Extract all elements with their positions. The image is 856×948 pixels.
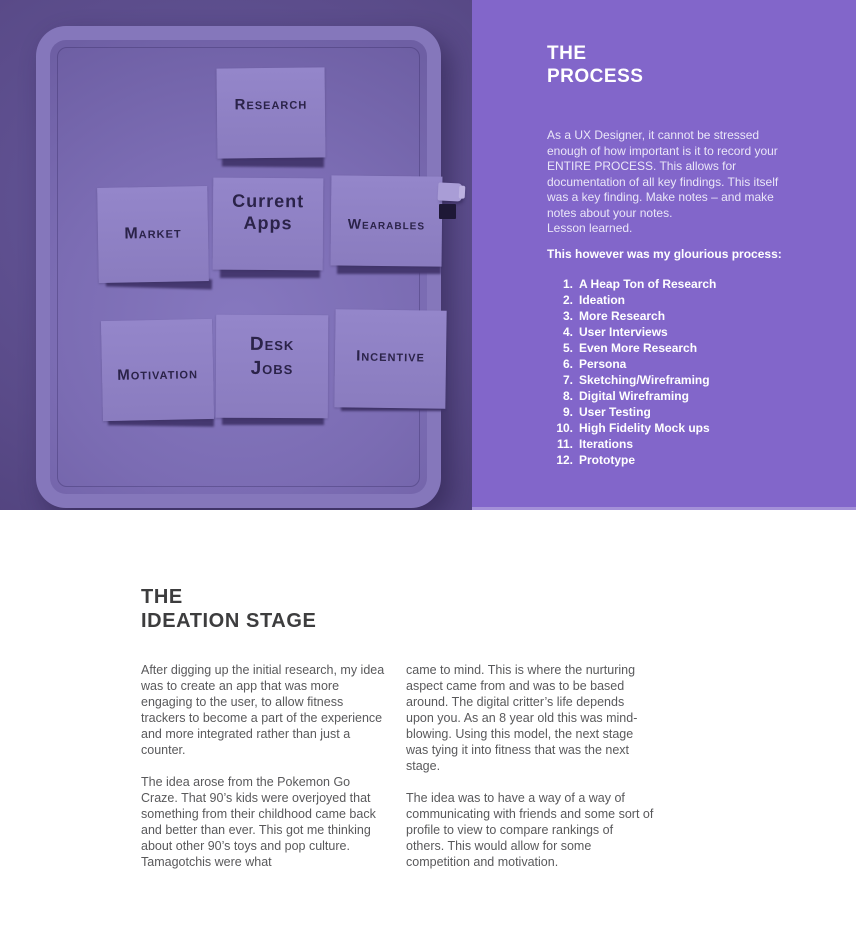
ideation-content: [141, 585, 701, 870]
step-label: More Research: [579, 309, 666, 323]
step-number: 11.: [556, 437, 573, 451]
whiteboard-marker: [439, 204, 456, 219]
ideation-title-line2: IDEATION STAGE: [141, 610, 317, 632]
ideation-section: [0, 510, 856, 948]
whiteboard: [36, 26, 441, 508]
step-label: User Interviews: [579, 325, 668, 339]
step-label: Ideation: [579, 293, 626, 307]
process-title-line2: PROCESS: [547, 66, 644, 87]
ideation-right-column: [406, 662, 654, 870]
process-step: [547, 308, 827, 324]
sticky-note-research: [217, 67, 326, 158]
whiteboard-photo: [0, 0, 472, 510]
ideation-left-column: [141, 662, 389, 870]
process-step: [547, 388, 827, 404]
sticky-note-market: [97, 186, 209, 283]
sticky-note-incentive: [334, 309, 446, 409]
sticky-note-label: Apps: [243, 212, 293, 234]
step-label: Sketching/Wireframing: [579, 373, 710, 387]
step-number: 6.: [562, 357, 573, 371]
ideation-left-paragraph-1: After digging up the initial research, my idea was to create an app that was more engaging to the user, to allow fitness trackers to become a part of the experience and more integrated rather than just a counter.: [141, 663, 385, 757]
step-label: Even More Research: [579, 341, 698, 355]
process-title-line1: THE: [547, 43, 587, 64]
step-label: High Fidelity Mock ups: [579, 421, 710, 435]
step-number: 8.: [562, 389, 573, 403]
ideation-title: [141, 585, 701, 633]
sticky-note-label: Desk: [249, 333, 295, 356]
step-number: 5.: [562, 341, 573, 355]
step-number: 2.: [562, 293, 573, 307]
process-list-intro: This however was my glourious process:: [547, 246, 782, 261]
sticky-note-label: Jobs: [250, 357, 294, 380]
sticky-note-label: Motivation: [117, 365, 199, 384]
sticky-note-desk-jobs: [216, 315, 329, 419]
process-step: [547, 292, 827, 308]
sticky-note-label: Incentive: [356, 347, 426, 366]
process-lesson-line: Lesson learned.: [547, 221, 633, 235]
process-step: [547, 276, 827, 292]
step-number: 7.: [562, 373, 573, 387]
step-number: 1.: [562, 277, 573, 291]
process-step: [547, 340, 827, 356]
step-label: Digital Wireframing: [579, 389, 689, 403]
sticky-note-motivation: [101, 319, 214, 421]
step-label: A Heap Ton of Research: [579, 277, 717, 291]
process-step: [547, 436, 827, 452]
sticky-note-wearables: [331, 175, 443, 266]
step-number: 9.: [562, 405, 573, 419]
sticky-note-label: Wearables: [347, 215, 426, 233]
step-number: 4.: [562, 325, 573, 339]
sticky-note-current-apps: [213, 178, 324, 271]
ideation-right-paragraph-1: came to mind. This is where the nurturing aspect came from and was to be based around. The digital critter’s life depends upon you. As an 8 year old this was mind-blowing. Using this model, the next stage was tying it into fitness that was the next stage.: [406, 663, 638, 773]
process-step: [547, 372, 827, 388]
process-panel: [472, 0, 856, 510]
sticky-note-label: Market: [124, 224, 182, 243]
step-number: 12.: [556, 453, 573, 467]
ideation-columns: [141, 662, 701, 870]
sticky-note-label: Current: [232, 190, 305, 212]
process-title: [547, 42, 827, 88]
ideation-right-paragraph-2: The idea was to have a way of a way of communicating with friends and some sort of profile to view to compare rankings of others. This would allow for some competition and motivation.: [406, 791, 654, 869]
step-label: Iterations: [579, 437, 634, 451]
process-step: [547, 404, 827, 420]
whiteboard-marker-holder: [438, 182, 463, 201]
process-panel-content: [547, 42, 827, 468]
ideation-title-line1: THE: [141, 586, 183, 608]
step-number: 10.: [556, 421, 573, 435]
process-steps-list: [547, 276, 827, 468]
process-step: [547, 356, 827, 372]
step-label: Persona: [579, 357, 627, 371]
process-step: [547, 324, 827, 340]
sticky-note-label: Research: [234, 95, 308, 114]
ideation-left-paragraph-2: The idea arose from the Pokemon Go Craze. That 90’s kids were overjoyed that something from their childhood came back and better than ever. This got me thinking about other 90’s toys and pop culture. Tamagotchis were what: [141, 775, 376, 869]
step-label: User Testing: [579, 405, 651, 419]
process-step: [547, 420, 827, 436]
process-body-paragraph: As a UX Designer, it cannot be stressed enough of how important is it to record your ENTIRE PROCESS. This allows for documentation of all key findings. This itself was a key finding. Make notes – and make notes about your notes.: [547, 128, 779, 220]
step-label: Prototype: [579, 453, 636, 467]
process-step: [547, 452, 827, 468]
step-number: 3.: [562, 309, 573, 323]
